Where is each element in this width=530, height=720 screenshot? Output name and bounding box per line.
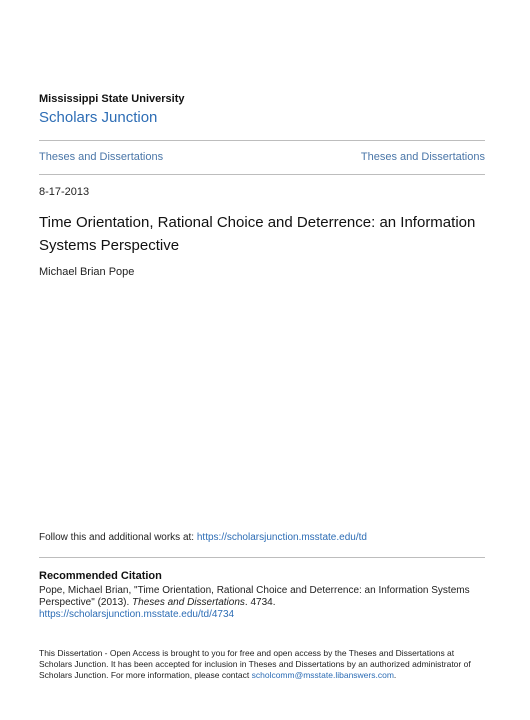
contact-email-link[interactable]: scholcomm@msstate.libanswers.com	[251, 670, 394, 680]
collection-link-left[interactable]: Theses and Dissertations	[39, 151, 164, 163]
document-title: Time Orientation, Rational Choice and Deterrence: an Information Systems Perspective	[39, 214, 476, 254]
institution-name: Mississippi State University	[39, 93, 185, 105]
access-notice	[39, 648, 485, 681]
citation-url-link[interactable]: https://scholarsjunction.msstate.edu/td/4734	[39, 609, 235, 620]
follow-text: Follow this and additional works at:	[39, 532, 197, 543]
citation-heading: Recommended Citation	[39, 570, 162, 582]
notice-end: .	[393, 670, 397, 680]
author-name[interactable]: Michael Brian Pope	[39, 266, 135, 278]
divider	[39, 140, 485, 141]
citation-body	[39, 585, 479, 621]
citation-number: . 4734.	[244, 597, 276, 608]
notice-text: This Dissertation - Open Access is brought to you for free and open access by the Theses and Dissertations at Scholars Junction. It has been accepted for inclusion in Theses and Dissertations by an authorized administrator of Scholars Junction. For more information, please contact	[39, 648, 471, 680]
divider	[39, 557, 485, 558]
follow-line	[39, 532, 367, 543]
divider	[39, 174, 485, 175]
citation-series: Theses and Dissertations	[132, 597, 245, 608]
collection-link-right[interactable]: Theses and Dissertations	[360, 151, 485, 163]
citation-text: Pope, Michael Brian, "Time Orientation, Rational Choice and Deterrence: an Information Systems Perspective" (2013).	[39, 585, 470, 608]
follow-url-link[interactable]: https://scholarsjunction.msstate.edu/td	[196, 532, 367, 543]
publication-date: 8-17-2013	[39, 186, 90, 198]
repository-link[interactable]: Scholars Junction	[39, 109, 158, 126]
